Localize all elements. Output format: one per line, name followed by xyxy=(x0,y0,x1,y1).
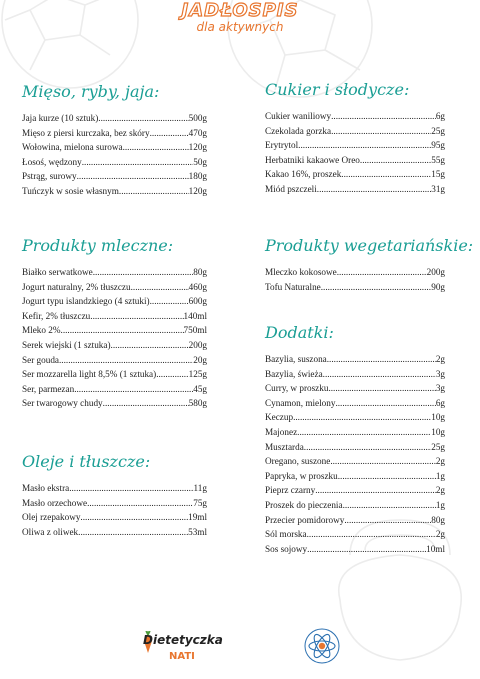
list-item: Keczup ..... 10g xyxy=(265,410,445,425)
list-item: Masło ekstra ..... 11g xyxy=(22,481,207,496)
section-title: Oleje i tłuszcze: xyxy=(22,452,151,471)
logo-text: Dietetyczka xyxy=(143,633,223,647)
list-item: Białko serwatkowe ..... 80g xyxy=(22,265,207,280)
section-meat xyxy=(22,82,207,199)
list-item: Mleko 2% ..... 750ml xyxy=(22,323,207,338)
section-title: Dodatki: xyxy=(265,323,334,342)
list-item: Sos sojowy ..... 10ml xyxy=(265,542,445,557)
list-item: Masło orzechowe ..... 75g xyxy=(22,496,207,511)
list-item: Jogurt naturalny, 2% tłuszczu ..... 460g xyxy=(22,280,207,295)
list-item: Proszek do pieczenia ..... 1g xyxy=(265,498,445,513)
list-item: Miód pszczeli ..... 31g xyxy=(265,182,445,197)
section-vegetarian xyxy=(265,236,474,294)
item-list xyxy=(22,111,207,199)
list-item: Pieprz czarny ..... 2g xyxy=(265,483,445,498)
list-item: Erytrytol ..... 95g xyxy=(265,138,445,153)
list-item: Czekolada gorzka ..... 25g xyxy=(265,124,445,139)
list-item: Herbatniki kakaowe Oreo ..... 55g xyxy=(265,153,445,168)
list-item: Ser, parmezan ..... 45g xyxy=(22,382,207,397)
list-item: Mleczko kokosowe ..... 200g xyxy=(265,265,445,280)
list-item: Pstrąg, surowy ..... 180g xyxy=(22,169,207,184)
list-item: Olej rzepakowy ..... 19ml xyxy=(22,510,207,525)
brand-logo xyxy=(143,627,223,671)
list-item: Mięso z piersi kurczaka, bez skóry ..... 470g xyxy=(22,126,207,141)
list-item: Cukier waniliowy ..... 6g xyxy=(265,109,445,124)
list-item: Wołowina, mielona surowa ..... 120g xyxy=(22,140,207,155)
list-item: Jogurt typu islandzkiego (4 sztuki) ..... 600g xyxy=(22,294,207,309)
list-item: Przecier pomidorowy ..... 80g xyxy=(265,513,445,528)
list-item: Papryka, w proszku ..... 1g xyxy=(265,469,445,484)
logo-subtext: NATI xyxy=(169,651,195,662)
list-item: Serek wiejski (1 sztuka) ..... 200g xyxy=(22,338,207,353)
section-dairy xyxy=(22,236,207,411)
list-item: Bazylia, suszona ..... 2g xyxy=(265,352,445,367)
list-item: Jaja kurze (10 sztuk) ..... 500g xyxy=(22,111,207,126)
item-list xyxy=(265,109,445,197)
section-sugar xyxy=(265,80,445,197)
list-item: Tofu Naturalne ..... 90g xyxy=(265,280,445,295)
list-item: Łosoś, wędzony ..... 50g xyxy=(22,155,207,170)
item-list xyxy=(22,481,207,539)
list-item: Ser mozzarella light 8,5% (1 sztuka) ..... 125g xyxy=(22,367,207,382)
section-oils xyxy=(22,452,207,539)
list-item: Kefir, 2% tłuszczu ..... 140ml xyxy=(22,309,207,324)
list-item: Bazylia, świeża ..... 3g xyxy=(265,367,445,382)
item-list xyxy=(265,352,445,556)
section-title: Produkty mleczne: xyxy=(22,236,174,255)
section-title: Cukier i słodycze: xyxy=(265,80,410,99)
section-title: Mięso, ryby, jaja: xyxy=(22,82,160,101)
list-item: Curry, w proszku ..... 3g xyxy=(265,381,445,396)
list-item: Cynamon, mielony ..... 6g xyxy=(265,396,445,411)
page-title: JADŁOSPIS xyxy=(181,0,299,21)
list-item: Oregano, suszone ..... 2g xyxy=(265,454,445,469)
list-item: Kakao 16%, proszek ..... 15g xyxy=(265,167,445,182)
list-item: Musztarda ..... 25g xyxy=(265,440,445,455)
section-title: Produkty wegetariańskie: xyxy=(265,236,474,255)
list-item: Ser gouda ..... 20g xyxy=(22,353,207,368)
section-extras xyxy=(265,323,445,556)
page-subtitle: dla aktywnych xyxy=(196,20,284,34)
item-list xyxy=(22,265,207,411)
item-list xyxy=(265,265,445,294)
list-item: Oliwa z oliwek ..... 53ml xyxy=(22,525,207,540)
list-item: Ser twarogowy chudy ..... 580g xyxy=(22,396,207,411)
list-item: Majonez ..... 10g xyxy=(265,425,445,440)
list-item: Tuńczyk w sosie własnym ..... 120g xyxy=(22,184,207,199)
atom-icon xyxy=(304,628,340,664)
list-item: Sól morska ..... 2g xyxy=(265,527,445,542)
